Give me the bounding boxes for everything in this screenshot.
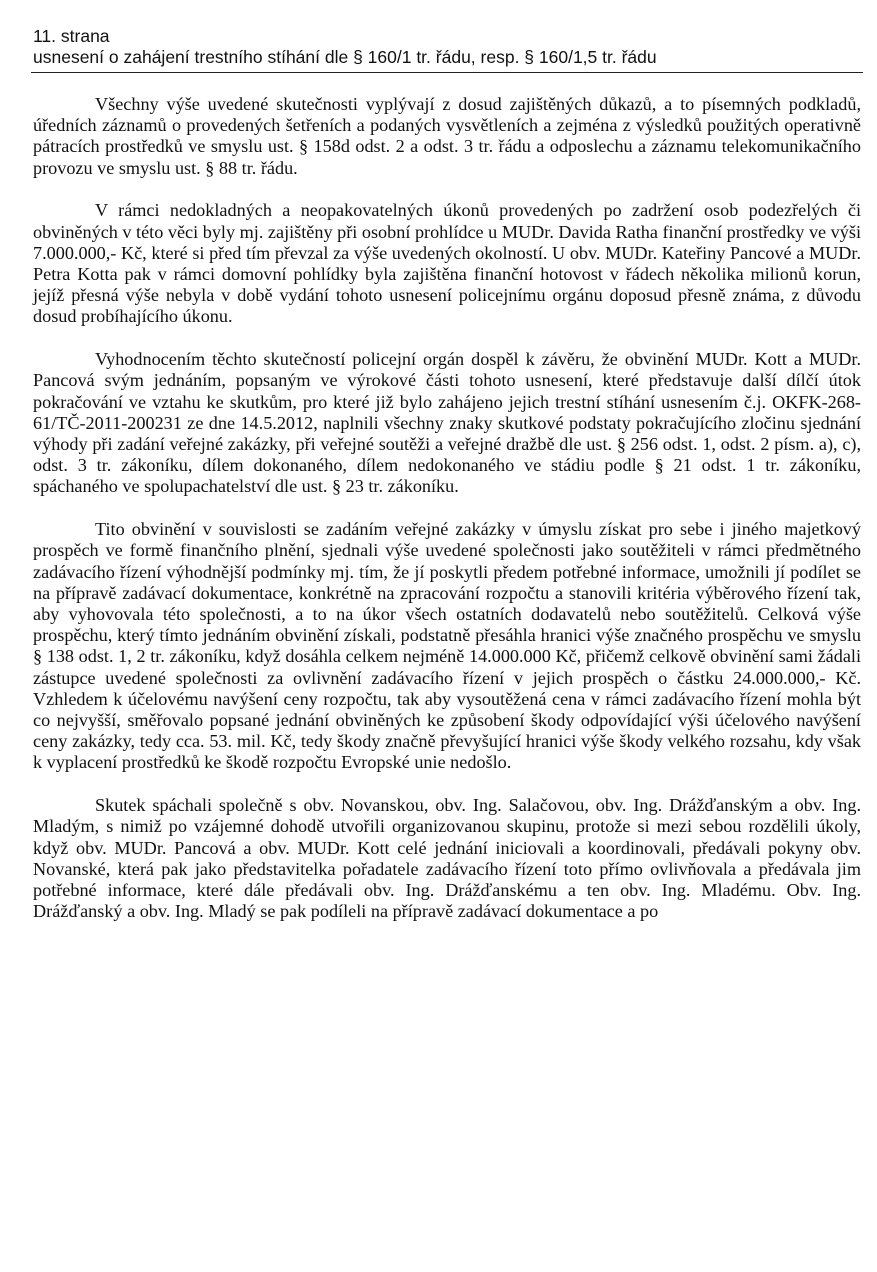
- page-number: 11. strana: [33, 26, 110, 46]
- paragraph-evidence: Všechny výše uvedené skutečnosti vyplývají z dosud zajištěných důkazů, a to písemných podkladů, úředních záznamů o provedených šetřeních a podaných vysvětleních a zejména z výsledků použitých operativně pátracích prostředků ve smyslu ust. § 158d odst. 2 a odst. 3 tr. řádu a odposlechu a záznamu telekomunikačního provozu ve smyslu ust. § 88 tr. řádu.: [33, 94, 861, 178]
- header-divider: [31, 72, 863, 73]
- document-body: [33, 94, 861, 922]
- paragraph-legal-assessment: Vyhodnocením těchto skutečností policejní orgán dospěl k závěru, že obvinění MUDr. Kott a MUDr. Pancová svým jednáním, popsaným ve výrokové části tohoto usnesení, které představuje další dílčí útok pokračování ve vztahu ke skutkům, pro které již bylo zahájeno jejich trestní stíhání usnesením č.j. OKFK-268-61/TČ-2011-200231 ze dne 14.5.2012, naplnili všechny znaky skutkové podstaty pokračujícího zločinu sjednání výhody při zadání veřejné zakázky, při veřejné soutěži a veřejné dražbě dle ust. § 256 odst. 1, odst. 2 písm. a), c), odst. 3 tr. zákoníku, dílem dokonaného, dílem nedokonaného ve stádiu podle § 21 odst. 1 tr. zákoníku, spáchaného ve spolupachatelství dle ust. § 23 tr. zákoníku.: [33, 349, 861, 497]
- document-title: usnesení o zahájení trestního stíhání dle § 160/1 tr. řádu, resp. § 160/1,5 tr. řádu: [33, 47, 657, 67]
- paragraph-actions: Tito obvinění v souvislosti se zadáním veřejné zakázky v úmyslu získat pro sebe i jiného majetkový prospěch ve formě finančního plnění, sjednali výše uvedené společnosti jako soutěžiteli v rámci předmětného zadávacího řízení výhodnější podmínky mj. tím, že jí poskytli předem potřebné informace, umožnili jí podílet se na přípravě zadávací dokumentace, konkrétně na zpracování rozpočtu a stanovili kritéria výběrového řízení tak, aby vyhovovala této společnosti, a to na úkor všech ostatních dodavatelů nebo soutěžitelů. Celková výše prospěchu, který tímto jednáním obvinění získali, podstatně přesáhla hranici výše značného prospěchu ve smyslu § 138 odst. 1, 2 tr. zákoníku, když dosáhla celkem nejméně 14.000.000 Kč, přičemž celkově obvinění sami žádali zástupce uvedené společnosti za ovlivnění zadávacího řízení v jejich prospěch o částku 24.000.000,- Kč. Vzhledem k účelovému navýšení ceny rozpočtu, tak aby vysoutěžená cena v rámci zadávacího řízení mohla být co nejvyšší, směřovalo popsané jednání obviněných ke způsobení škody odpovídající výši účelového navýšení ceny zakázky, tedy cca. 53. mil. Kč, tedy škody značně převyšující hranici výše škody velkého rozsahu, kdy však k vyplacení prostředků ke škodě rozpočtu Evropské unie nedošlo.: [33, 519, 861, 773]
- page-header: [33, 26, 861, 68]
- paragraph-seizure: V rámci nedokladných a neopakovatelných úkonů provedených po zadržení osob podezřelých či obviněných v této věci byly mj. zajištěny při osobní prohlídce u MUDr. Davida Ratha finanční prostředky ve výši 7.000.000,- Kč, které si před tím převzal za výše uvedených okolností. U obv. MUDr. Kateřiny Pancové a MUDr. Petra Kotta pak v rámci domovní pohlídky byla zajištěna finanční hotovost v řádech několika milionů korun, jejíž přesná výše nebyla v době vydání tohoto usnesení policejnímu orgánu doposud přesně známa, z důvodu dosud probíhajícího úkonu.: [33, 200, 861, 327]
- paragraph-organized-group: Skutek spáchali společně s obv. Novanskou, obv. Ing. Salačovou, obv. Ing. Drážďanským a obv. Ing. Mladým, s nimiž po vzájemné dohodě utvořili organizovanou skupinu, protože si mezi sebou rozdělili úkoly, když obv. MUDr. Pancová a obv. MUDr. Kott celé jednání iniciovali a koordinovali, předávali pokyny obv. Novanské, která pak jako představitelka pořadatele zadávacího řízení toto přímo ovlivňovala a předávala jim potřebné informace, které dále předávali obv. Ing. Drážďanskému a ten obv. Ing. Mladému. Obv. Ing. Drážďanský a obv. Ing. Mladý se pak podíleli na přípravě zadávací dokumentace a po: [33, 795, 861, 922]
